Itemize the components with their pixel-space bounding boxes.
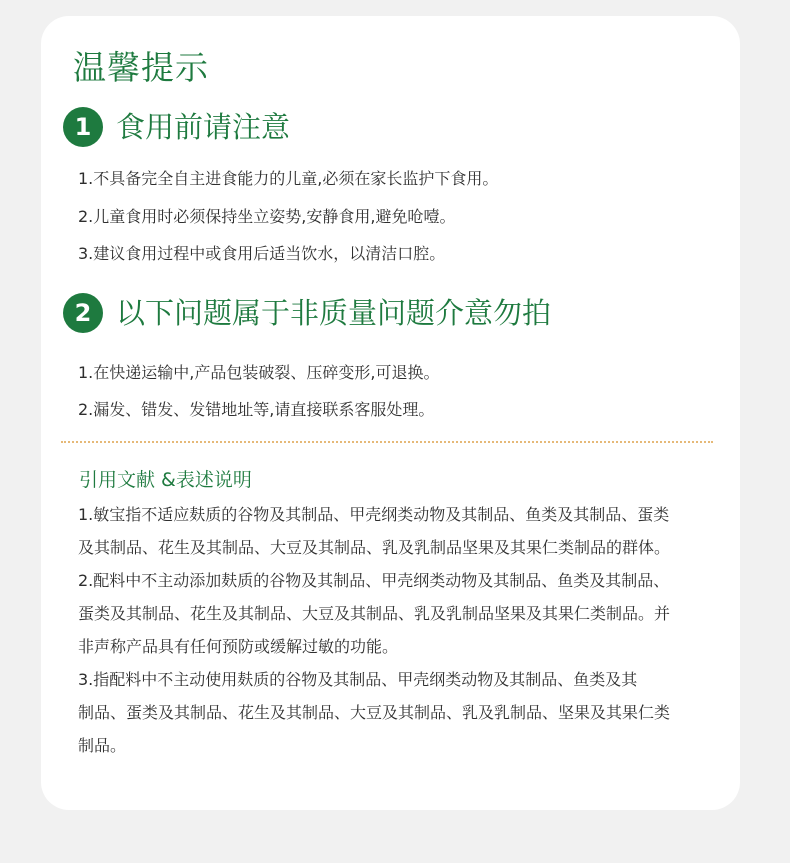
references-title: 引用文献 &表述说明: [79, 469, 252, 491]
reference-line: 1.敏宝指不适应麸质的谷物及其制品、甲壳纲类动物及其制品、鱼类及其制品、蛋类: [78, 505, 670, 524]
reference-line: 制品。: [78, 736, 127, 755]
reference-paragraph: [78, 663, 718, 762]
reference-line: 及其制品、花生及其制品、大豆及其制品、乳及乳制品坚果及其果仁类制品的群体。: [78, 538, 671, 557]
dotted-divider: [61, 441, 713, 443]
section-title: 食用前请注意: [116, 110, 291, 144]
reference-paragraph: [78, 564, 718, 663]
list-item: 1.不具备完全自主进食能力的儿童,必须在家长监护下食用。: [78, 169, 499, 188]
reference-line: 制品、蛋类及其制品、花生及其制品、大豆及其制品、乳及乳制品、坚果及其果仁类: [78, 703, 671, 722]
reference-line: 3.指配料中不主动使用麸质的谷物及其制品、甲壳纲类动物及其制品、鱼类及其: [78, 670, 638, 689]
reference-line: 蛋类及其制品、花生及其制品、大豆及其制品、乳及乳制品坚果及其果仁类制品。并: [78, 604, 671, 623]
list-item: 3.建议食用过程中或食用后适当饮水，以清洁口腔。: [78, 244, 446, 263]
list-item: 2.儿童食用时必须保持坐立姿势,安静食用,避免呛噎。: [78, 207, 456, 226]
section-title: 以下问题属于非质量问题介意勿拍: [116, 296, 552, 330]
section-number-badge: 2: [63, 293, 103, 333]
list-item: 1.在快递运输中,产品包装破裂、压碎变形,可退换。: [78, 363, 440, 382]
reference-line: 非声称产品具有任何预防或缓解过敏的功能。: [78, 637, 399, 656]
reference-line: 2.配料中不主动添加麸质的谷物及其制品、甲壳纲类动物及其制品、鱼类及其制品、: [78, 571, 670, 590]
reference-paragraph: [78, 498, 718, 564]
page-title: 温馨提示: [73, 48, 209, 87]
notice-card: [41, 16, 740, 810]
section-heading-non-quality: [63, 293, 551, 333]
section-number-badge: 1: [63, 107, 103, 147]
list-item: 2.漏发、错发、发错地址等,请直接联系客服处理。: [78, 400, 435, 419]
section-heading-usage: [63, 107, 290, 147]
